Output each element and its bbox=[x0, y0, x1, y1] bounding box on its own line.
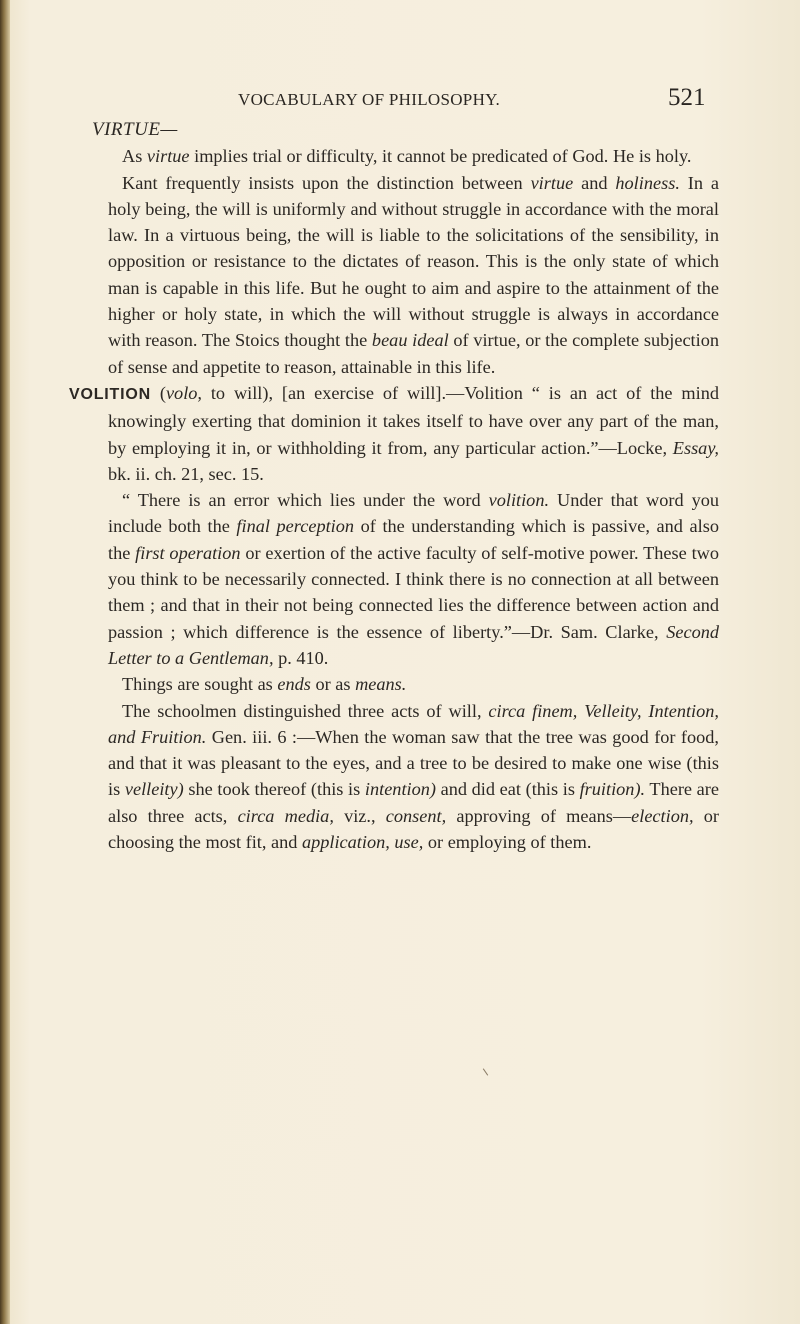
print-mark bbox=[483, 1068, 488, 1075]
entry-heading-virtue: VIRTUE— bbox=[92, 119, 178, 140]
volition-paragraph-3: Things are sought as ends or as means. bbox=[122, 674, 407, 695]
page-number: 521 bbox=[668, 84, 706, 111]
running-title: VOCABULARY OF PHILOSOPHY. bbox=[238, 90, 501, 109]
entry-term-volition: VOLITION bbox=[69, 385, 151, 403]
book-spine-edge bbox=[0, 0, 10, 1324]
page-body bbox=[69, 117, 719, 855]
page-header bbox=[0, 84, 800, 118]
volition-paragraph-4: The schoolmen distinguished three acts of will, circa finem, Velleity, Intention, and Fruition. Gen. iii. 6 :—When the woman saw that the tree was good for food, and that it was pleasant to the eyes, and a tree to be desired to make one wise (this is velleity) she took thereof (this is intention) and did eat (this is fruition). There are also three acts, circa media, viz., consent, approving of means—election, or choosing the most fit, and application, use, or employing of them. bbox=[108, 700, 719, 853]
volition-paragraph-2: “ There is an error which lies under the word volition. Under that word you include both the final perception of the understanding which is passive, and also the first operation or exertion of the active faculty of self-motive power. These two you think to be necessarily connected. I think there is no connection at all between them ; and that in their not being connected lies the difference between action and passion ; which difference is the essence of liberty.”—Dr. Sam. Clarke, Second Letter to a Gentleman, p. 410. bbox=[108, 490, 719, 668]
virtue-paragraph-1: As virtue implies trial or difficulty, it cannot be predicated of God. He is holy. bbox=[122, 146, 692, 167]
entry-volition: VOLITION (volo, to will), [an exercise of will].—Volition “ is an act of the mind knowingly exerting that dominion it takes itself to have over any part of the man, by employing it in, or withholding it from, any particular action.”—Locke, Essay, bk. ii. ch. 21, sec. 15. bbox=[69, 382, 719, 484]
virtue-paragraph-2: Kant frequently insists upon the distinction between virtue and holiness. In a holy being, the will is uniformly and without struggle in accordance with the moral law. In a virtuous being, the will is liable to the solicitations of the sensibility, in opposition or resistance to the dictates of reason. This is the only state of which man is capable in this life. But he ought to aim and aspire to the attainment of the higher or holy state, in which the will without struggle is always in accordance with reason. The Stoics thought the beau ideal of virtue, or the complete subjection of sense and appetite to reason, attainable in this life. bbox=[108, 172, 719, 377]
